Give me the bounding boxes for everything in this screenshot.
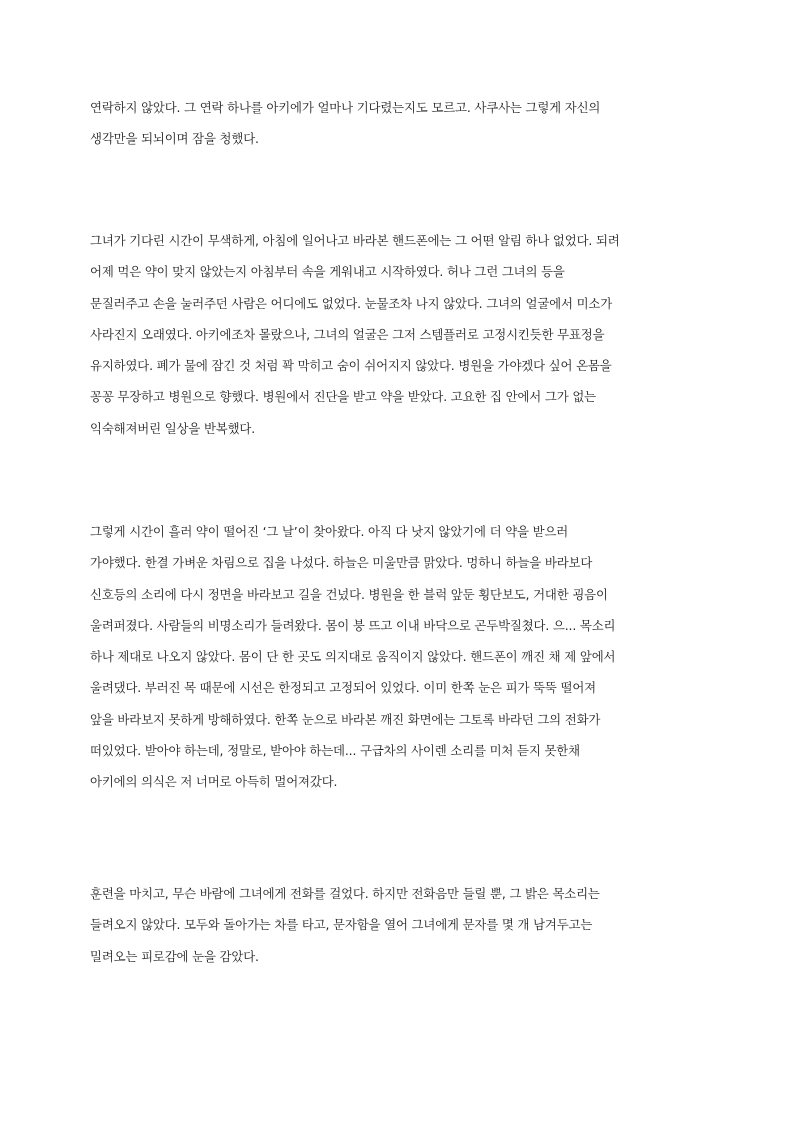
paragraph-3	[90, 516, 730, 798]
text-line: 연락하지 않았다. 그 연락 하나를 아키에가 얼마나 기다렸는지도 모르고. 사쿠사는 그렇게 자신의	[90, 100, 601, 115]
text-line: 사라진지 오래였다. 아키에조차 몰랐으나, 그녀의 얼굴은 그저 스템플러로 고정시킨듯한 무표정을	[90, 326, 605, 342]
text-line: 울려퍼졌다. 사람들의 비명소리가 들려왔다. 몸이 붕 뜨고 이내 바닥으로 곤두박질쳤다. 으... 목소리	[90, 617, 616, 633]
text-line: 문질러주고 손을 눌러주던 사람은 어디에도 없었다. 눈물조차 나지 않았다. 그녀의 얼굴에서 미소가	[90, 295, 613, 311]
text-line: 신호등의 소리에 다시 정면을 바라보고 길을 건넜다. 병원을 한 블럭 앞둔 횡단보도, 거대한 굉음이	[90, 586, 608, 602]
text-line: 울려댔다. 부러진 목 때문에 시선은 한정되고 고정되어 있었다. 이미 한쪽 눈은 피가 뚝뚝 떨어져	[90, 680, 596, 696]
text-line: 생각만을 되뇌이며 잠을 청했다.	[90, 131, 259, 147]
text-line: 아키에의 의식은 저 너머로 아득히 멀어져갔다.	[90, 774, 338, 790]
text-line: 그렇게 시간이 흘러 약이 떨어진 ‘그 날’이 찾아왔다. 아직 다 낫지 않았기에 더 약을 받으러	[90, 524, 569, 539]
text-line: 익숙해져버린 일상을 반복했다.	[90, 420, 256, 436]
text-line: 앞을 바라보지 못하게 방해하였다. 한쪽 눈으로 바라본 깨진 화면에는 그토록 바라던 그의 전화가	[90, 711, 601, 727]
text-line: 떠있었다. 받아야 하는데, 정말로, 받아야 하는데... 구급차의 사이렌 소리를 미처 듣지 못한채	[90, 743, 580, 759]
text-line: 그녀가 기다린 시간이 무색하게, 아침에 일어나고 바라본 핸드폰에는 그 어떤 알림 하나 없었다. 되려	[90, 233, 620, 248]
text-line: 훈련을 마치고, 무슨 바람에 그녀에게 전화를 걸었다. 하지만 전화음만 들릴 뿐, 그 밝은 목소리는	[90, 886, 600, 901]
paragraph-2	[90, 225, 730, 444]
text-line: 어제 먹은 약이 맞지 않았는지 아침부터 속을 게워내고 시작하였다. 허나 그런 그녀의 등을	[90, 264, 565, 280]
paragraph-4	[90, 878, 730, 972]
text-line: 유지하였다. 폐가 물에 잠긴 것 처럼 꽉 막히고 숨이 쉬어지지 않았다. 병원을 가야겠다 싶어 온몸을	[90, 358, 612, 374]
paragraph-1	[90, 92, 730, 155]
text-line: 꽁꽁 무장하고 병원으로 향했다. 병원에서 진단을 받고 약을 받았다. 고요한 집 안에서 그가 없는	[90, 389, 596, 405]
text-line: 가야했다. 한결 가벼운 차림으로 집을 나섰다. 하늘은 미울만큼 맑았다. 멍하니 하늘을 바라보다	[90, 555, 593, 571]
text-line: 들려오지 않았다. 모두와 돌아가는 차를 타고, 문자함을 열어 그녀에게 문자를 몇 개 남겨두고는	[90, 917, 593, 933]
text-line: 밀려오는 피로감에 눈을 감았다.	[90, 948, 259, 964]
text-line: 하나 제대로 나오지 않았다. 몸이 단 한 곳도 의지대로 움직이지 않았다. 핸드폰이 깨진 채 제 앞에서	[90, 649, 616, 665]
